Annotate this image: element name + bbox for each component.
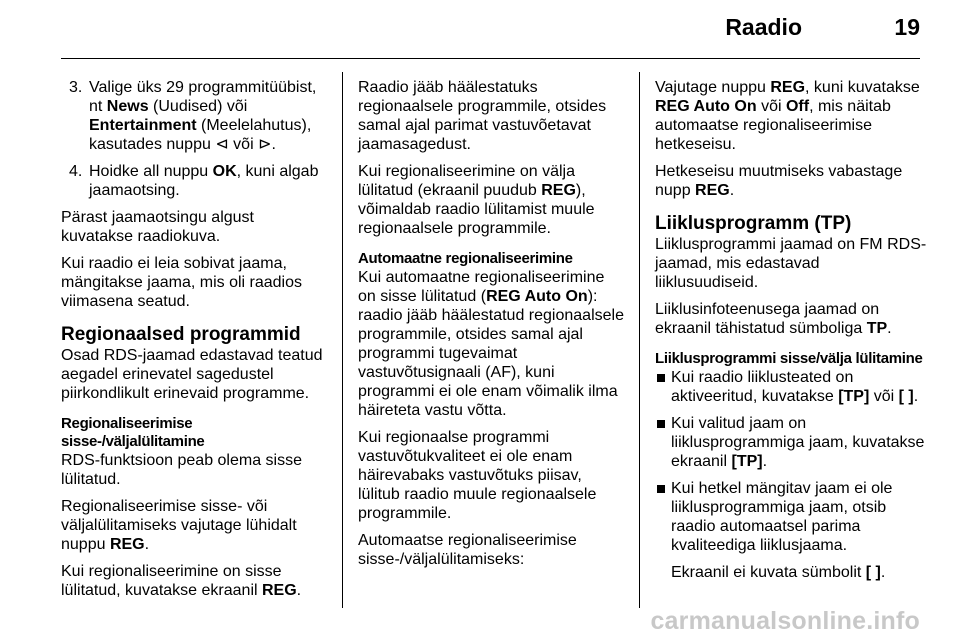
page-number: 19 [894,14,920,40]
section-heading-traffic-program: Liiklusprogramm (TP) [655,213,852,234]
bullet-item: Kui valitud jaam on liiklusprogrammiga jaam, kuvatakse ekraanil [TP]. [655,414,927,471]
square-bullet-icon [657,420,665,428]
paragraph: Vajutage nuppu REG, kuni kuvatakse REG Auto On või Off, mis näitab automaatse regionaliseerimise hetkeseisu. [655,79,920,153]
subheading-regionalization-onoff: Regionaliseerimise sisse-/väljalülitamine [61,415,205,450]
list-item-3: 3. Valige üks 29 programmitüübist, nt News (Uudised) või Entertainment (Meelelahutus), kasutades nuppu ⊲ või ⊳. [69,79,317,153]
column-divider-1 [342,72,343,608]
square-bullet-icon [657,485,665,493]
paragraph: Liiklusprogrammi jaamad on FM RDS-jaamad, mis edastavad liiklusuudiseid. [655,236,927,291]
paragraph: Kui automaatne regionaliseerimine on sisse lülitatud (REG Auto On): raadio jääb häälestatud regionaalsele programmile, otsides samal ajal programmi tugevaimat vastuvõtusignaali (AF), kuni programmi ei ole enam võimalik ilma häireteta vastu võtta. [358,269,624,419]
paragraph: Liiklusinfoteenusega jaamad on ekraanil tähistatud sümboliga TP. [655,301,892,337]
list-item-4: 4. Hoidke all nuppu OK, kuni algab jaamaotsing. [69,163,319,199]
column-2 [358,78,626,577]
left-arrow-icon: ⊲ [215,136,229,153]
subheading-traffic-onoff: Liiklusprogrammi sisse/välja lülitamine [655,350,923,367]
square-bullet-icon [657,374,665,382]
chapter-title: Raadio [725,14,802,40]
column-1 [61,78,329,608]
bullet-item: Kui raadio liiklusteated on aktiveeritud, kuvatakse [TP] või [ ]. [655,368,927,406]
right-arrow-icon: ⊳ [258,136,272,153]
section-heading-regional: Regionaalsed programmid [61,324,301,345]
paragraph: Regionaliseerimise sisse- või väljalülitamiseks vajutage lühidalt nuppu REG. [61,498,297,553]
bullet-item: Kui hetkel mängitav jaam ei ole liiklusprogrammiga jaam, otsib raadio automaatsel parima kvaliteediga liiklusjaama. [655,479,927,555]
paragraph: Osad RDS-jaamad edastavad teatud aegadel erinevatel sagedustel piirkondlikult erinevaid programme. [61,347,323,402]
subheading-auto-regionalization: Automaatne regionaliseerimine [358,250,573,267]
paragraph: Kui regionaliseerimine on välja lülitatud (ekraanil puudub REG), võimaldab raadio lülitamist muule regionaalsele programmile. [358,163,595,237]
column-divider-2 [639,72,640,608]
watermark: carmanualsonline.info [650,607,920,635]
paragraph: Kui regionaliseerimine on sisse lülitatud, kuvatakse ekraanil REG. [61,563,302,599]
paragraph: Pärast jaamaotsingu algust kuvatakse raadiokuva. [61,209,254,245]
page-header [61,0,920,59]
paragraph: Hetkeseisu muutmiseks vabastage nupp REG. [655,163,903,199]
column-3 [655,78,927,590]
paragraph: Kui regionaalse programmi vastuvõtukvaliteet ei ole enam häirevabaks vastuvõtuks piisav, lülitub raadio muule regionaalsele programmile. [358,429,597,522]
paragraph: Raadio jääb häälestatuks regionaalsele programmile, otsides samal ajal parimat vastuvõetavat jaamasagedust. [358,79,607,153]
paragraph: RDS-funktsioon peab olema sisse lülitatud. [61,452,303,488]
paragraph: Ekraanil ei kuvata sümbolit [ ]. [671,564,886,581]
paragraph: Automaatse regionaliseerimise sisse-/väljalülitamiseks: [358,532,577,568]
paragraph: Kui raadio ei leia sobivat jaama, mängitakse jaama, mis oli raadios viimasena seatud. [61,255,302,310]
